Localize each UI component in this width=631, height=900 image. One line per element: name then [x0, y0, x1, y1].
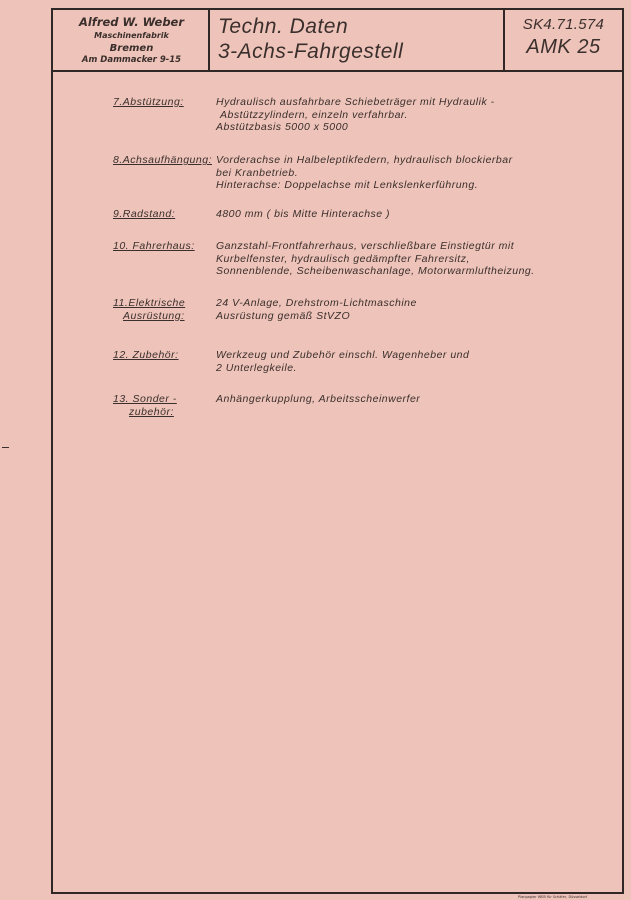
spec-text	[216, 154, 513, 192]
spec-line: 24 V-Anlage, Drehstrom-Lichtmaschine	[216, 297, 417, 309]
spec-label: 9.Radstand:	[113, 208, 176, 220]
spec-label: 8.Achsaufhängung:	[113, 154, 212, 166]
spec-line: Hinterachse: Doppelachse mit Lenkslenkerführung.	[216, 179, 479, 191]
doc-number: SK4.71.574	[522, 16, 605, 33]
spec-text	[216, 297, 417, 322]
margin-tick	[2, 447, 9, 448]
spec-line: Sonnenblende, Scheibenwaschanlage, Motorwarmluftheizung.	[216, 265, 535, 277]
divider-left	[208, 10, 210, 70]
spec-label-line-2: zubehör:	[129, 405, 174, 418]
company-name: Alfred W. Weber	[78, 15, 185, 29]
spec-line: Ganzstahl-Frontfahrerhaus, verschließbare Einstiegtür mit	[216, 240, 515, 252]
spec-text	[216, 349, 469, 374]
spec-line: Abstützzylindern, einzeln verfahrbar.	[220, 108, 408, 121]
spec-line: Anhängerkupplung, Arbeitsscheinwerfer	[216, 393, 421, 405]
spec-text	[216, 96, 495, 134]
company-block	[53, 10, 210, 70]
company-city: Bremen	[109, 43, 154, 54]
spec-line: Hydraulisch ausfahrbare Schiebeträger mit Hydraulik -	[216, 96, 495, 108]
spec-line: Werkzeug und Zubehör einschl. Wagenheber und	[216, 349, 470, 361]
spec-text	[216, 393, 420, 406]
title-line-1: Techn. Daten	[218, 15, 349, 38]
spec-line: Abstützbasis 5000 x 5000	[216, 121, 349, 133]
spec-label: 13. Sonder -	[113, 393, 177, 405]
spec-label: 10. Fahrerhaus:	[113, 240, 195, 252]
model-code: AMK 25	[526, 36, 601, 58]
title-block	[53, 10, 622, 72]
company-street: Am Dammacker 9-15	[81, 55, 182, 65]
spec-label: 11.Elektrische	[113, 297, 186, 309]
document-number-block	[505, 16, 622, 59]
paper-imprint: Planpapier WEB für Schäfer, Düsseldorf	[518, 895, 588, 899]
spec-line: bei Kranbetrieb.	[216, 166, 299, 179]
spec-text	[216, 208, 390, 221]
spec-label: 12. Zubehör:	[113, 349, 179, 361]
spec-text	[216, 240, 535, 278]
title-line-2: 3-Achs-Fahrgestell	[218, 40, 404, 63]
spec-line: 2 Unterlegkeile.	[216, 361, 297, 374]
document-title	[218, 14, 403, 64]
spec-line: Kurbelfenster, hydraulisch gedämpfter Fahrersitz,	[216, 252, 470, 265]
spec-label-line-2: Ausrüstung:	[123, 309, 185, 322]
spec-line: Ausrüstung gemäß StVZO	[216, 309, 351, 322]
spec-line: 4800 mm ( bis Mitte Hinterachse )	[216, 208, 391, 220]
drawing-frame	[51, 8, 624, 894]
spec-line: Vorderachse in Halbeleptikfedern, hydraulisch blockierbar	[216, 154, 513, 166]
spec-label: 7.Abstützung:	[113, 96, 184, 108]
company-subtitle: Maschinenfabrik	[94, 31, 169, 40]
